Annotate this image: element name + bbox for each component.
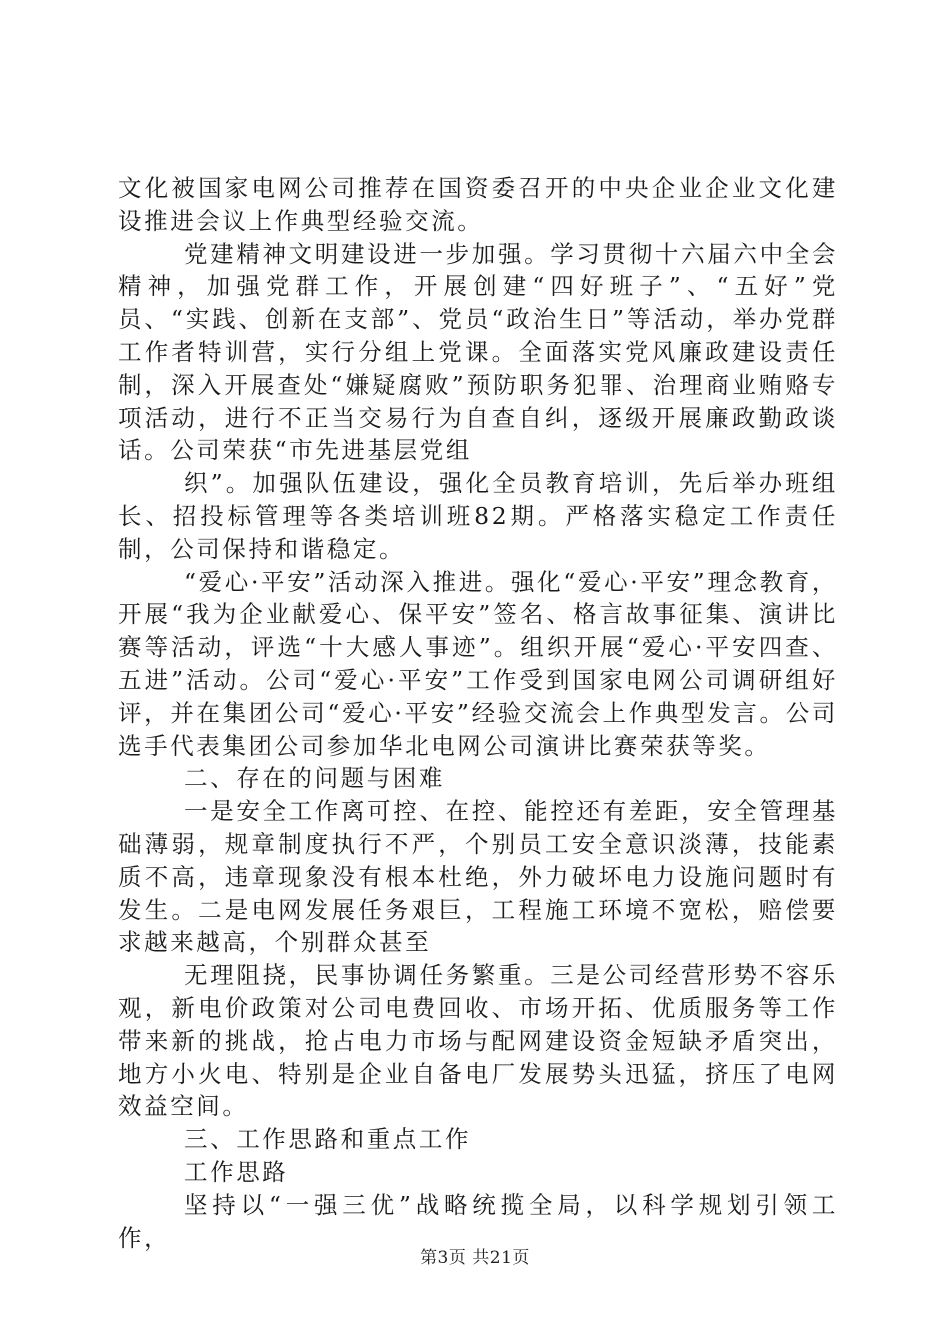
paragraph-problems-part2: 无理阻挠，民事协调任务繁重。三是公司经营形势不容乐观，新电价政策对公司电费回收、市场开拓、优质服务等工作带来新的挑战，抢占电力市场与配网建设资金短缺矛盾突出，地方小火电、特别是企业自备电厂发展势头迅猛，挤压了电网效益空间。 [118,961,838,1121]
section-heading-work-plan: 三、工作思路和重点工作 [184,1125,472,1154]
subheading-work-ideas: 工作思路 [184,1157,289,1186]
paragraph-love-safety: “爱心·平安”活动深入推进。强化“爱心·平安”理念教育，开展“我为企业献爱心、保平安”签名、格言故事征集、演讲比赛等活动，评选“十大感人事迹”。组织开展“爱心·平安四查、五进”活动。公司“爱心·平安”工作受到国家电网公司调研组好评，并在集团公司“爱心·平安”经验交流会上作典型发言。公司选手代表集团公司参加华北电网公司演讲比赛荣获等奖。 [118,567,838,760]
section-heading-problems: 二、存在的问题与困难 [184,764,445,793]
paragraph-party-building: 党建精神文明建设进一步加强。学习贯彻十六届六中全会精神，加强党群工作，开展创建“四好班子”、“五好”党员、“实践、创新在支部”、党员“政治生日”等活动，举办党群工作者特训营，实行分组上党课。全面落实党风廉政建设责任制，深入开展查处“嫌疑腐败”预防职务犯罪、治理商业贿赂专项活动，进行不正当交易行为自查自纠，逐级开展廉政勤政谈话。公司荣获“市先进基层党组 [118,239,838,465]
paragraph-problems-part1: 一是安全工作离可控、在控、能控还有差距，安全管理基础薄弱，规章制度执行不严，个别员工安全意识淡薄，技能素质不高，违章现象没有根本杜绝，外力破坏电力设施问题时有发生。二是电网发展任务艰巨，工程施工环境不宽松，赔偿要求越来越高，个别群众甚至 [118,797,838,957]
paragraph-team-building: 织”。加强队伍建设，强化全员教育培训，先后举办班组长、招投标管理等各类培训班82期。严格落实稳定工作责任制，公司保持和谐稳定。 [118,469,838,563]
document-body [118,172,838,1254]
page-number-footer: 第3页 共21页 [420,1248,530,1268]
paragraph-continuation: 文化被国家电网公司推荐在国资委召开的中央企业企业文化建设推进会议上作典型经验交流。 [118,174,838,235]
paragraph-work-ideas: 坚持以“一强三优”战略统揽全局，以科学规划引领工作， [118,1190,838,1252]
